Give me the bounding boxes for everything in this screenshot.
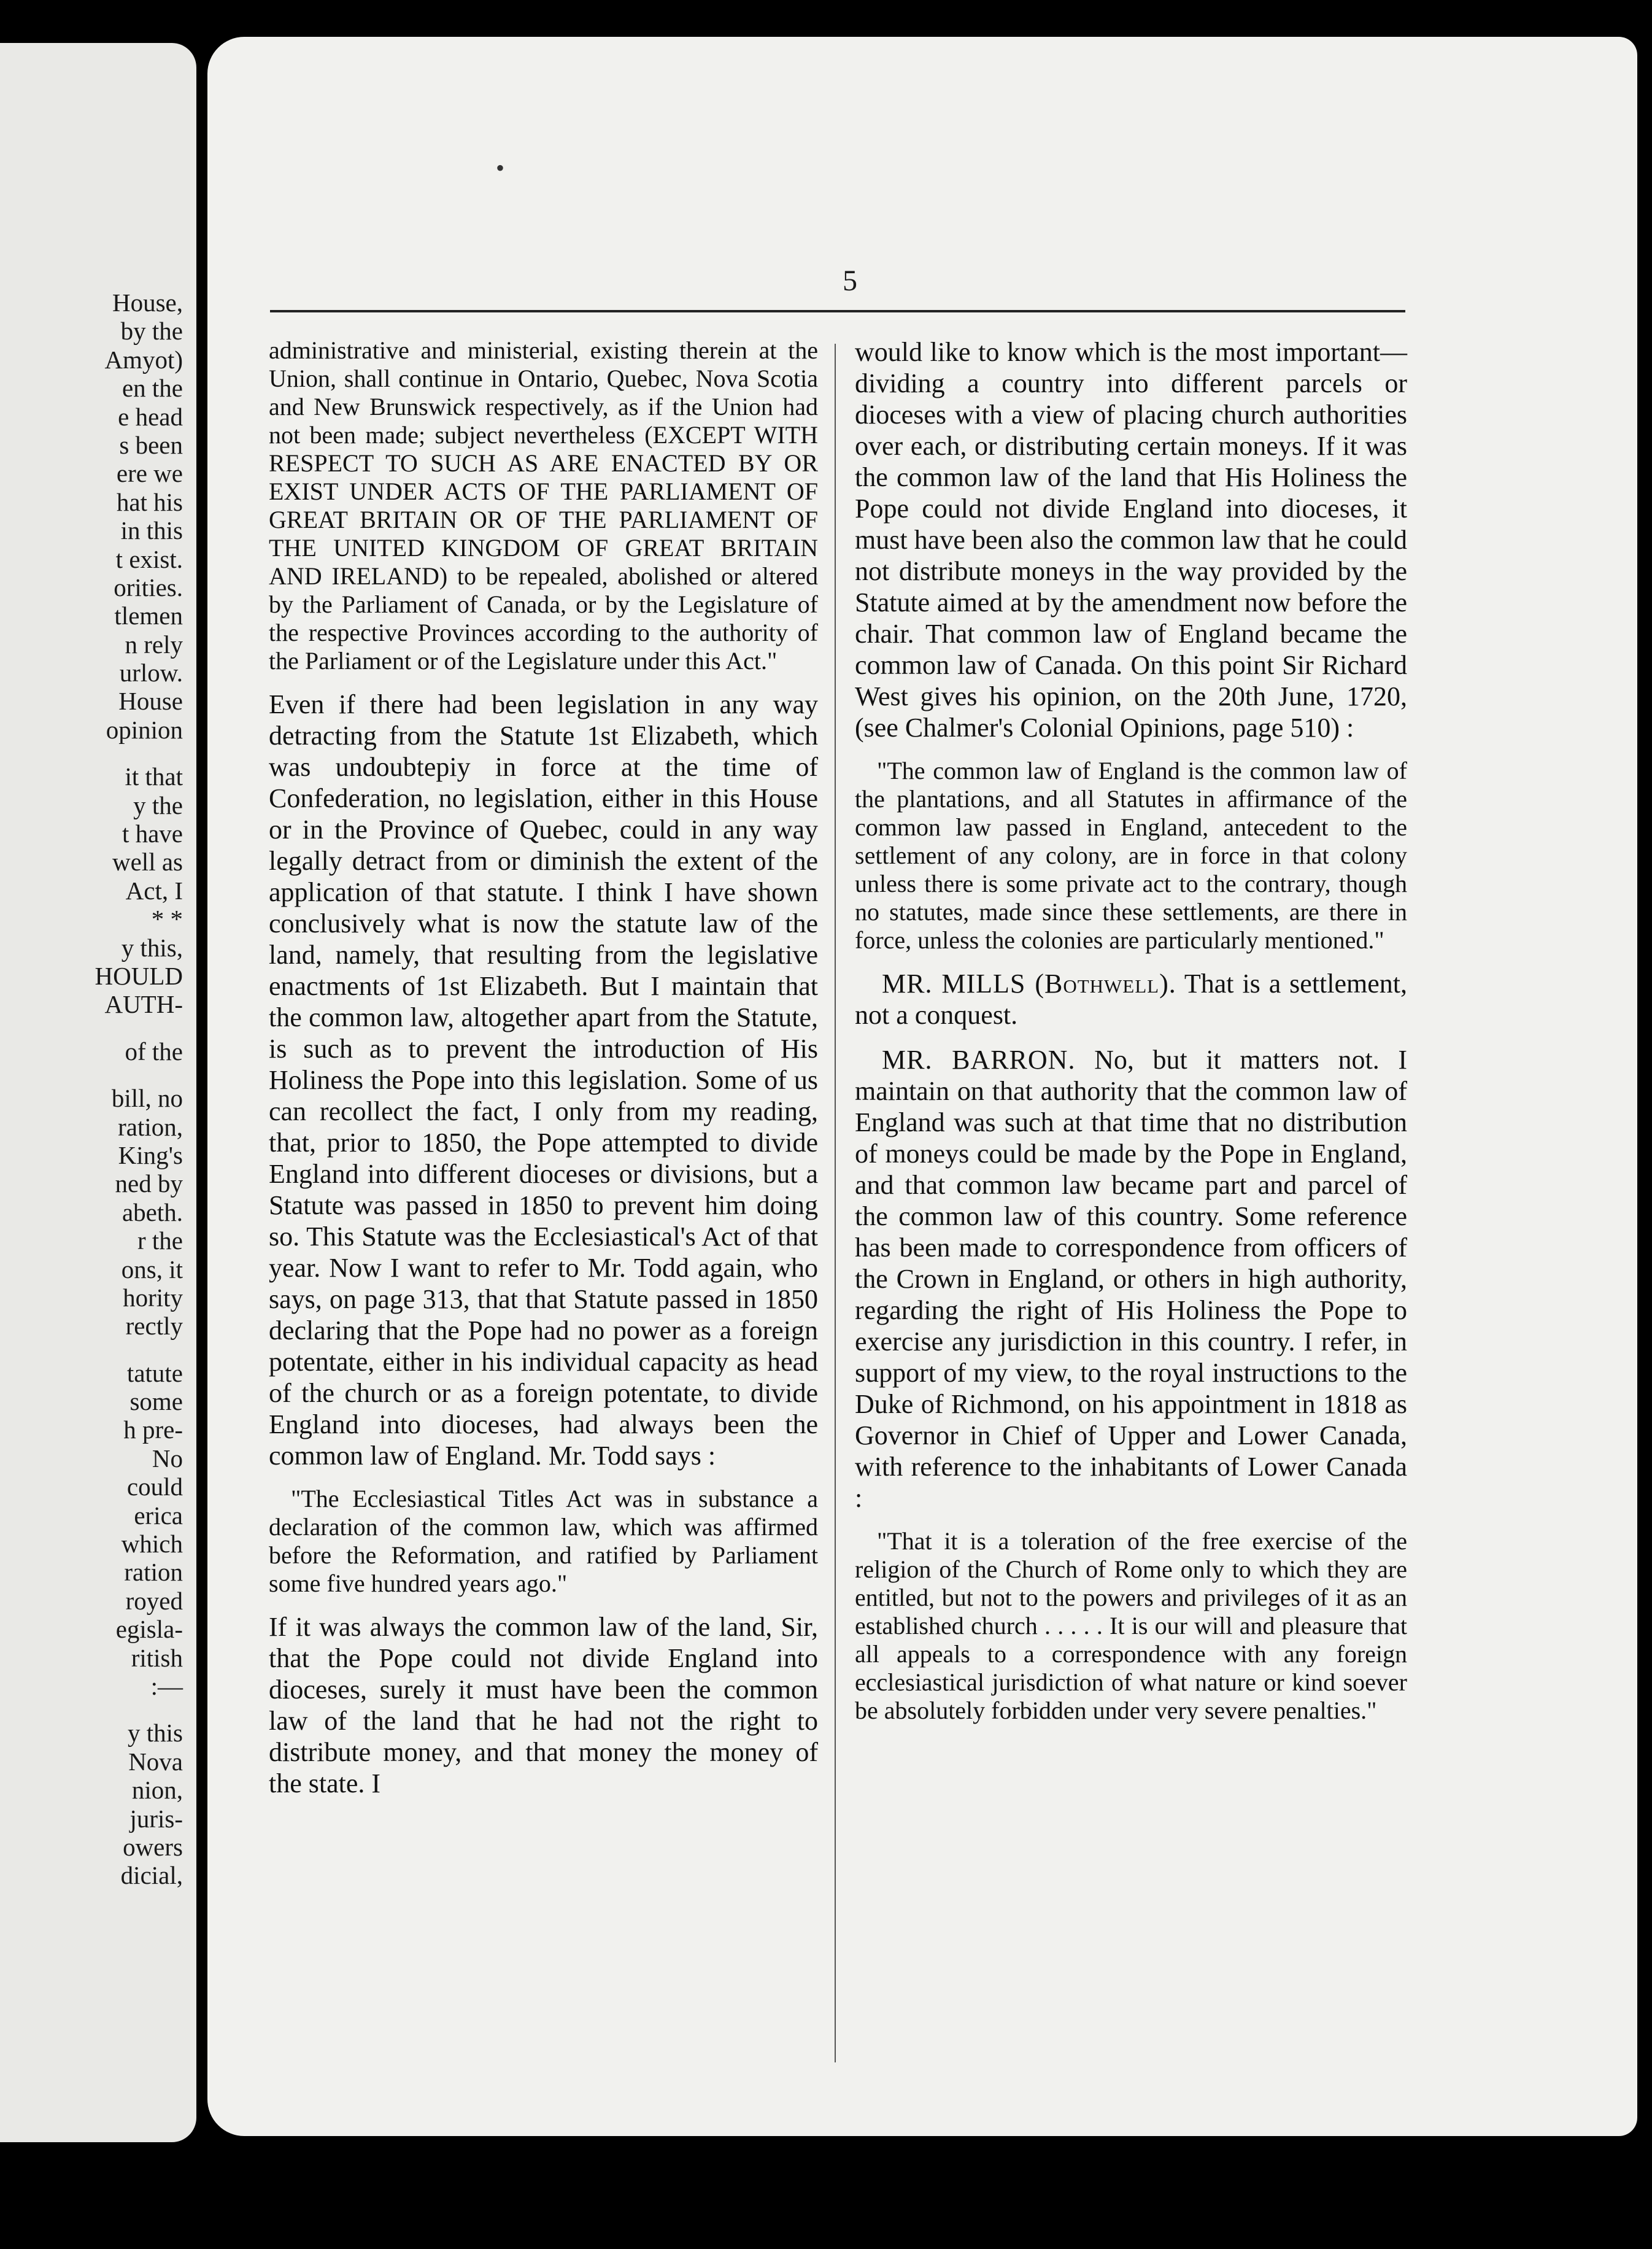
facing-page-fragment: en the: [122, 374, 183, 403]
facing-page-fragment: in this: [120, 516, 183, 545]
facing-page-fragment: ritish: [131, 1643, 183, 1672]
facing-page-fragment: bill, no: [111, 1084, 183, 1113]
facing-page-fragment: Nova: [128, 1747, 183, 1776]
facing-page-fragment: ned by: [115, 1169, 183, 1198]
facing-page-fragment: by the: [120, 317, 183, 346]
facing-page-fragment: erica: [134, 1501, 183, 1530]
facing-page-fragment: y the: [133, 791, 183, 819]
facing-page-fragment: House: [118, 687, 183, 716]
paragraph: Even if there had been legislation in any way detracting from the Statute 1st Elizabeth, which was undoubtepiy in force at the time of Confederation, no legislation, either in this House or in the Province of Quebec, could in any way legally detract from or diminish the extent of the application of that statute. I think I have shown conclusively what is now the statute law of the land, namely, that resulting from the legislative enactments of 1st Elizabeth. But I maintain that the common law, altogether apart from the Statute, is such as to prevent the introduction of His Holiness the Pope into this legislation. Some of us can recollect the fact, I only from my reading, that, prior to 1850, the Pope attempted to divide England into different dioceses or divisions, but a Statute was passed in 1850 to prevent him doing so. This Statute was the Ecclesiastical's Act of that year. Now I want to refer to Mr. Todd again, who says, on page 313, that that Statute passed in 1850 declaring that the Pope had no power as a foreign potentate, either in his individual capacity as head of the church or as a foreign potentate, to divide England into dioceses, had always been the common law of England. Mr. Todd says :: [269, 689, 818, 1471]
speech-mills: [855, 968, 1407, 1031]
facing-page-fragment: :—: [150, 1671, 183, 1700]
facing-page-fragment: hat his: [116, 487, 183, 516]
facing-page-fragment: of the: [125, 1037, 183, 1066]
quote-continuation: administrative and ministerial, existing therein at the Union, shall continue in Ontario, Quebec, Nova Scotia and New Brunswick respectively, as if the Union had not been made; subject nevertheless (EXCEPT WITH RESPECT TO SUCH AS ARE ENACTED BY OR EXIST UNDER ACTS OF THE PARLIAMENT OF GREAT BRITAIN OR OF THE PARLIAMENT OF THE UNITED KINGDOM OF GREAT BRITAIN AND IRELAND) to be repealed, abolished or altered by the Parliament of Canada, or by the Legislature of the respective Provinces according to the authority of the Parliament or of the Legislature under this Act.": [269, 336, 818, 675]
facing-page-fragment: rectly: [125, 1312, 183, 1341]
speech-barron: [855, 1044, 1407, 1514]
facing-page-fragment: n rely: [125, 630, 183, 659]
page-number: 5: [843, 265, 857, 297]
facing-page-fragment: orities.: [114, 573, 183, 602]
paragraph: If it was always the common law of the land, Sir, that the Pope could not divide England into dioceses, surely it must have been the common law of the land that he had not the right to distribute money, and that money the money of the state. I: [269, 1612, 818, 1798]
speech-text: No, but it matters not. I maintain on that authority that the common law of England was such at that time that no distribution of moneys could be made by the Pope in England, and that common law became part and parcel of the common law of this country. Some reference has been made to correspondence from officers of the Crown in England, or others in high authority, regarding the right of His Holiness the Pope to exercise any jurisdiction in this country. I refer, in support of my view, to the royal instructions to the Duke of Richmond, on his appointment in 1818 as Governor in Chief of Upper and Lower Canada, with reference to the inhabitants of Lower Canada :: [855, 1045, 1408, 1513]
header-rule: [270, 310, 1405, 312]
left-column: [269, 336, 818, 1799]
facing-page-fragment: AUTH-: [104, 990, 183, 1019]
facing-page-fragment: r the: [137, 1226, 183, 1255]
facing-page-fragment: egisla-: [115, 1615, 183, 1644]
facing-page-fragment: * *: [151, 905, 183, 934]
facing-page-fragment: HOULD: [95, 961, 183, 990]
facing-page-fragment: which: [121, 1530, 183, 1558]
facing-page-fragment: [95, 1066, 183, 1084]
facing-page-fragment: h pre-: [123, 1415, 183, 1444]
facing-page-fragment: nion,: [131, 1776, 183, 1805]
facing-page-fragment: urlow.: [119, 659, 183, 687]
facing-page-fragment: ration,: [118, 1112, 183, 1141]
facing-page-fragment: tlemen: [114, 602, 183, 630]
facing-page-fragment: e head: [118, 402, 183, 431]
facing-page-fragment: [95, 1341, 183, 1359]
facing-page-fragment: could: [126, 1473, 183, 1501]
facing-page-fragment: t have: [122, 819, 183, 848]
facing-page-fragment: hority: [123, 1283, 183, 1312]
facing-page-fragment: t exist.: [115, 544, 183, 573]
column-divider: [835, 344, 836, 2062]
speaker-name: MR. MILLS (Bothwell).: [882, 969, 1176, 999]
facing-page-fragment: royed: [125, 1586, 183, 1615]
facing-page-fragment: ons, it: [121, 1255, 183, 1283]
facing-page-fragment: it that: [125, 762, 183, 791]
facing-page-fragment: y this: [128, 1719, 183, 1748]
facing-page-fragment: ere we: [116, 459, 183, 488]
speaker-name: MR. BARRON.: [882, 1045, 1076, 1075]
facing-page-text-fragments: [95, 288, 183, 1890]
block-quote: "The common law of England is the common law of the plantations, and all Statutes in affirmance of the common law passed in England, antecedent to the settlement of any colony, are in force in that colony unless there is some private act to the contrary, though no statutes, made since these settlements, are there in force, unless the colonies are particularly mentioned.": [855, 757, 1407, 954]
facing-page-fragment: dicial,: [120, 1861, 183, 1890]
facing-page-left: [0, 43, 196, 2142]
facing-page-fragment: some: [129, 1387, 183, 1416]
speech-text: That is a settlement, not a conquest.: [855, 969, 1407, 1030]
page-5: [207, 37, 1637, 2136]
facing-page-fragment: s been: [119, 430, 183, 459]
facing-page-fragment: Amyot): [104, 345, 183, 374]
facing-page-fragment: King's: [118, 1140, 183, 1169]
facing-page-fragment: well as: [112, 848, 183, 877]
facing-page-fragment: opinion: [106, 715, 183, 744]
facing-page-fragment: tatute: [126, 1358, 183, 1387]
facing-page-fragment: [95, 1700, 183, 1719]
right-column: [855, 336, 1407, 1738]
facing-page-fragment: [95, 744, 183, 762]
facing-page-fragment: juris-: [129, 1804, 183, 1833]
facing-page-fragment: ration: [124, 1558, 183, 1587]
block-quote: "The Ecclesiastical Titles Act was in substance a declaration of the common law, which was affirmed before the Reformation, and ratified by Parliament some five hundred years ago.": [269, 1485, 818, 1597]
stray-ink-mark: •: [496, 154, 505, 182]
facing-page-fragment: y this,: [121, 933, 183, 962]
facing-page-fragment: [95, 1019, 183, 1037]
facing-page-fragment: Act, I: [125, 876, 183, 905]
block-quote: "That it is a toleration of the free exercise of the religion of the Church of Rome only to which they are entitled, but not to the powers and privileges of it as an established church . . . . . It is our will and pleasure that all appeals to a correspondence with any foreign ecclesiastical jurisdiction of what nature or kind soever be absolutely forbidden under very severe penalties.": [855, 1527, 1407, 1724]
paragraph: would like to know which is the most important—dividing a country into different parcels or dioceses with a view of placing church authorities over each, or distributing certain moneys. If it was the common law of the land that His Holiness the Pope could not divide England into dioceses, it must have been also the common law that he could not distribute moneys in the way provided by the Statute aimed at by the amendment now before the chair. That common law of England became the common law of Canada. On this point Sir Richard West gives his opinion, on the 20th June, 1720, (see Chalmer's Colonial Opinions, page 510) :: [855, 337, 1407, 743]
facing-page-fragment: abeth.: [122, 1198, 183, 1226]
facing-page-fragment: owers: [123, 1832, 183, 1861]
facing-page-fragment: House,: [112, 288, 183, 317]
facing-page-fragment: No: [152, 1444, 183, 1473]
